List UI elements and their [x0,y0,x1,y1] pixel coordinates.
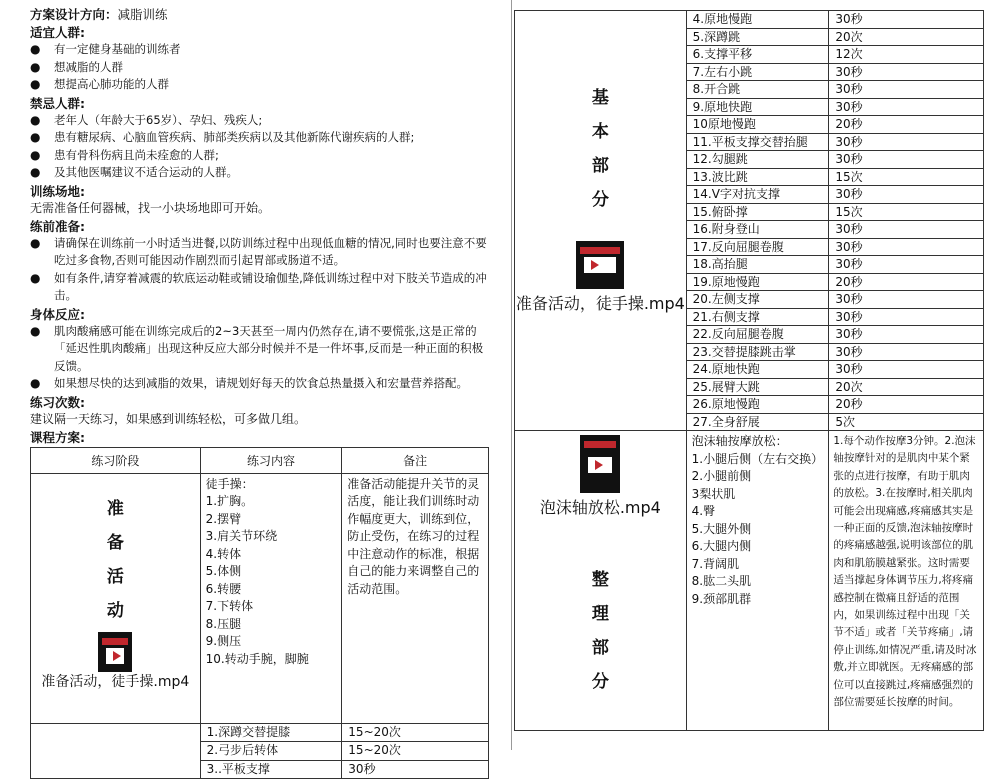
freq-text: 建议隔一天练习，如果感到训练轻松，可多做几组。 [30,411,492,428]
exercise-quantity: 30秒 [829,63,984,81]
content-line: 8.肱二头肌 [692,573,824,591]
exercise-name: 11.平板支撑交替抬腿 [686,133,829,151]
content-line: 5.体侧 [206,563,337,581]
exercise-name: 27.全身舒展 [686,413,829,431]
venue-title: 训练场地: [30,183,492,200]
contra-title: 禁忌人群: [30,95,492,112]
warmup-note-cell [342,473,489,723]
video-file-icon[interactable] [576,241,624,289]
content-line: 2.摆臂 [206,511,337,529]
venue-text: 无需准备任何器械，找一小块场地即可开始。 [30,200,492,217]
course-title: 课程方案: [30,429,492,446]
table-row [31,723,489,742]
warmup-stage-label [31,492,200,628]
exercise-name: 13.波比跳 [686,168,829,186]
list-item: ● 老年人（年龄大于65岁）、孕妇、残疾人; [30,112,492,130]
stage-char: 部 [592,631,609,665]
exercise-name: 6.支撑平移 [686,46,829,64]
exercise-name: 2.弓步后转体 [200,742,342,761]
list-item: ● 如果想尽快的达到减脂的效果，请规划好每天的饮食总热量摄入和宏量营养搭配。 [30,375,492,393]
list-item: ● 患有骨科伤病且尚未痊愈的人群; [30,147,492,165]
warmup-note: 准备活动能提升关节的灵活度，能让我们训练时动作幅度更大，训练到位，防止受伤，在练习的过程中注意动作的标准，根据自己的能力来调整自己的活动范围。 [347,476,483,599]
video-file-name[interactable]: 准备活动，徒手操.mp4 [515,293,686,315]
exercise-quantity: 30秒 [829,308,984,326]
exercise-quantity: 30秒 [829,256,984,274]
warmup-stage-cell [31,473,201,723]
list-item: ● 如有条件,请穿着减震的软底运动鞋或铺设瑜伽垫,降低训练过程中对下肢关节造成的冲击。 [30,270,492,305]
stage-char: 分 [592,665,609,699]
content-line: 6.大腿内侧 [692,538,824,556]
exercise-quantity: 5次 [829,413,984,431]
cooldown-content-cell [686,431,829,731]
exercise-name: 10原地慢跑 [686,116,829,134]
course-table-continued [514,10,984,731]
exercise-quantity: 30秒 [342,760,489,779]
cooldown-note-cell [829,431,984,731]
cooldown-stage-cell [515,431,687,731]
table-body [515,11,984,731]
exercise-name: 17.反向屈腿卷腹 [686,238,829,256]
course-table [30,447,489,779]
exercise-name: 21.右侧支撑 [686,308,829,326]
page-divider [511,0,512,750]
exercise-name: 18.高抬腿 [686,256,829,274]
exercise-name: 19.原地慢跑 [686,273,829,291]
content-line: 泡沫轴按摩放松： [692,433,824,451]
list-item: ● 想提高心肺功能的人群 [30,76,492,94]
exercise-name: 25.展臂大跳 [686,378,829,396]
exercise-name: 26.原地慢跑 [686,396,829,414]
content-line: 8.压腿 [206,616,337,634]
stage-char: 基 [592,81,609,115]
exercise-name: 9.原地快跑 [686,98,829,116]
table-row [515,11,984,29]
video-file-icon[interactable] [98,632,132,672]
exercise-quantity: 30秒 [829,151,984,169]
exercise-quantity: 30秒 [829,81,984,99]
stage-char: 整 [592,563,609,597]
prep-list [30,235,492,305]
exercise-quantity: 30秒 [829,361,984,379]
left-page [30,6,492,779]
freq-title: 练习次数: [30,394,492,411]
content-line: 4.转体 [206,546,337,564]
plan-direction [30,6,492,23]
cooldown-row [515,431,984,731]
content-line: 7.背阔肌 [692,556,824,574]
exercise-quantity: 20次 [829,378,984,396]
video-file-name[interactable]: 泡沫轴放松.mp4 [515,497,686,519]
list-item: ● 肌肉酸痛感可能在训练完成后的2~3天甚至一周内仍然存在,请不要慌张,这是正常的「延迟性肌肉酸痛」出现这种反应大部分时候并不是一件坏事,反而是一种正面的积极反馈。 [30,323,492,376]
contra-list [30,112,492,182]
warmup-content-cell [200,473,342,723]
video-file-icon[interactable] [580,435,620,493]
content-line: 9.颈部肌群 [692,591,824,609]
suitable-list [30,41,492,94]
exercise-name: 20.左侧支撑 [686,291,829,309]
content-line: 7.下转体 [206,598,337,616]
exercise-quantity: 15次 [829,203,984,221]
exercise-name: 12.勾腿跳 [686,151,829,169]
header-content: 练习内容 [200,447,342,473]
exercise-name: 3..平板支撑 [200,760,342,779]
stage-char: 本 [592,115,609,149]
exercise-quantity: 30秒 [829,11,984,29]
video-file-name[interactable]: 准备活动，徒手操.mp4 [31,672,200,692]
exercise-quantity: 12次 [829,46,984,64]
content-line: 9.侧压 [206,633,337,651]
warmup-row [31,473,489,723]
exercise-name: 4.原地慢跑 [686,11,829,29]
exercise-quantity: 20秒 [829,273,984,291]
suitable-title: 适宜人群: [30,24,492,41]
cooldown-stage-label [515,563,686,699]
exercise-quantity: 15次 [829,168,984,186]
list-item: ● 请确保在训练前一小时适当进餐,以防训练过程中出现低血糖的情况,同时也要注意不要吃过多食物,否则可能因动作剧烈而引起胃部或肠道不适。 [30,235,492,270]
cooldown-note: 1.每个动作按摩3分钟。2.泡沫轴按摩针对的是肌肉中某个紧张的点进行按摩，有助于肌肉的放松。3.在按摩时,相关肌肉可能会出现痛感,疼痛感其实是一种正面的反馈,泡沫轴按摩时的疼痛感越强,说明该部位的肌肉和肌筋膜越紧张。这时需要适当撑起身体调节压力,将疼痛感控制在微痛且舒适的范围内，如果训练过程中出现「关节不适」或者「关节疼痛」,请停止训练,如情况严重,请及时冰敷,并立即就医。无疼痛感的部位可以直接跳过,疼痛感强烈的部位需要延长按摩的时间。 [829,431,983,714]
exercise-quantity: 20次 [829,28,984,46]
header-note: 备注 [342,447,489,473]
content-line: 3梨状肌 [692,486,824,504]
list-item: ● 及其他医嘱建议不适合运动的人群。 [30,164,492,182]
stage-char: 活 [107,560,124,594]
stage-char: 理 [592,597,609,631]
table-header-row [31,447,489,473]
exercise-quantity: 15~20次 [342,723,489,742]
exercise-quantity: 15~20次 [342,742,489,761]
content-line: 6.转腰 [206,581,337,599]
content-line: 1.小腿后侧（左右交换） [692,451,824,469]
exercise-name: 23.交替提膝跳击掌 [686,343,829,361]
content-line: 10.转动手腕，脚腕 [206,651,337,669]
exercise-name: 24.原地快跑 [686,361,829,379]
exercise-quantity: 30秒 [829,98,984,116]
exercise-name: 8.开合跳 [686,81,829,99]
basic-stage-cell [515,11,687,431]
exercise-quantity: 30秒 [829,186,984,204]
stage-char: 部 [592,149,609,183]
stage-char: 备 [107,526,124,560]
basic-stage-label [515,81,686,217]
list-item: ● 想减脂的人群 [30,59,492,77]
exercise-quantity: 30秒 [829,133,984,151]
content-line: 徒手操： [206,476,337,494]
body-title: 身体反应: [30,306,492,323]
list-item: ● 有一定健身基础的训练者 [30,41,492,59]
content-line: 5.大腿外侧 [692,521,824,539]
exercise-name: 15.俯卧撑 [686,203,829,221]
exercise-quantity: 30秒 [829,291,984,309]
stage-char: 分 [592,183,609,217]
exercise-name: 22.反向屈腿卷腹 [686,326,829,344]
exercise-name: 14.V字对抗支撑 [686,186,829,204]
content-line: 2.小腿前侧 [692,468,824,486]
content-line: 3.肩关节环绕 [206,528,337,546]
header-stage: 练习阶段 [31,447,201,473]
main-stage-cell [31,723,201,779]
direction-label: 方案设计方向： [30,7,118,22]
exercise-quantity: 30秒 [829,343,984,361]
exercise-quantity: 30秒 [829,221,984,239]
body-list [30,323,492,393]
content-line: 1.扩胸。 [206,493,337,511]
prep-title: 练前准备: [30,218,492,235]
exercise-quantity: 30秒 [829,238,984,256]
exercise-name: 5.深蹲跳 [686,28,829,46]
exercise-quantity: 20秒 [829,396,984,414]
content-line: 4.臀 [692,503,824,521]
stage-char: 动 [107,594,124,628]
direction-value: 减脂训练 [118,7,168,22]
stage-char: 准 [107,492,124,526]
list-item: ● 患有糖尿病、心脑血管疾病、肺部类疾病以及其他新陈代谢疾病的人群; [30,129,492,147]
exercise-name: 7.左右小跳 [686,63,829,81]
exercise-quantity: 30秒 [829,326,984,344]
exercise-name: 16.附身登山 [686,221,829,239]
exercise-name: 1.深蹲交替提膝 [200,723,342,742]
exercise-quantity: 20秒 [829,116,984,134]
